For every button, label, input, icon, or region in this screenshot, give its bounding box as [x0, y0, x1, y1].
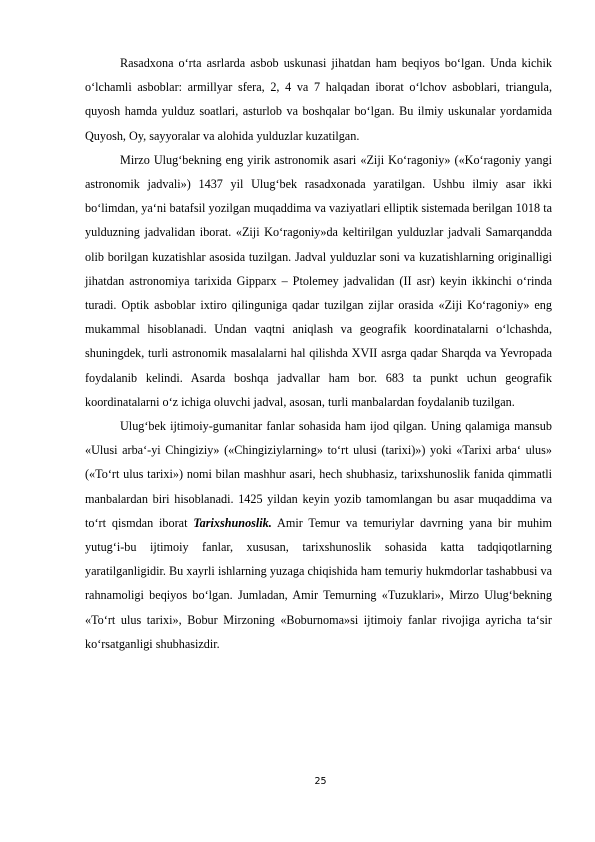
paragraph-observatory-instruments: Rasadxona o‘rta asrlarda asbob uskunasi jihatdan ham beqiyos bo‘lgan. Unda kichik o‘lchamli asboblar: armillyar sfera, 2, 4 va 7 halqadan iborat o‘lchov asboblari, triangula, quyosh hamda yulduz soatlari, asturlob va boshqalar bo‘lgan. Bu ilmiy uskunalar yordamida Quyosh, Oy, sayyoralar va alohida yulduzlar kuzatilgan. [85, 56, 552, 143]
paragraph-text-after: Amir Temur va temuriylar davrning yana bir muhim yutug‘i-bu ijtimoiy fanlar, xususan, tarixshunoslik sohasida katta tadqiqotlarning yaratilganligidir. Bu xayrli ishlarning yuzaga chiqishida ham temuriy hukmdorlar tashabbusi va rahnamoligi beqiyos bo‘lgan. Jumladan, Amir Temurning «Tuzuklari», Mirzo Ulug‘bekning «To‘rt ulus tarixi», Bobur Mirzoning «Boburnoma»si ijtimoiy fanlar rivojiga ayricha ta‘sir ko‘rsatganligi shubhasizdir. [85, 515, 552, 651]
page-number: 25 [314, 776, 327, 787]
document-body [85, 51, 552, 656]
paragraph-text-before: Ulug‘bek ijtimoiy-gumanitar fanlar sohasida ham ijod qilgan. Uning qalamiga mansub «Ulusi arba‘-yi Chingiziy» («Chingiziylarning» to‘rt ulusi (tarixi)») yoki «Tarixi arba‘ ulus» («To‘rt ulus tarixi») nomi bilan mashhur asari, hech shubhasiz, tarixshunoslik fanida qimmatli manbalardan biri hisoblanadi. 1425 yildan keyin yozib tamomlangan bu asar muqaddima va to‘rt qismdan iborat [85, 419, 552, 530]
term-tarixshunoslik: Tarixshunoslik. [193, 515, 272, 530]
paragraph-ziji-koragoniy: Mirzo Ulug‘bekning eng yirik astronomik asari «Ziji Ko‘ragoniy» («Ko‘ragoniy yangi astronomik jadvali») 1437 yil Ulug‘bek rasadxonada yaratilgan. Ushbu ilmiy asar ikki bo‘limdan, ya‘ni batafsil yozilgan muqaddima va vaziyatlari elliptik sistemada berilgan 1018 ta yulduzning jadvalidan iborat. «Ziji Ko‘ragoniy»da keltirilgan yulduzlar jadvali Samarqandda olib borilgan kuzatishlar asosida tuzilgan. Jadval yulduzlar soni va kuzatishlarning originalligi jihatdan astronomiya tarixida Gipparx – Ptolemey jadvalidan (II asr) keyin ikkinchi o‘rinda turadi. Optik asboblar ixtiro qilinguniga qadar tuzilgan zijlar orasida «Ziji Ko‘ragoniy» eng mukammal hisoblanadi. Undan vaqtni aniqlash va geografik koordinatalarni o‘lchashda, shuningdek, turli astronomik masalalarni hal qilishda XVII asrga qadar Sharqda va Yevropada foydalanib kelindi. Asarda boshqa jadvallar ham bor. 683 ta punkt uchun geografik koordinatalarni o‘z ichiga oluvchi jadval, asosan, turli manbalardan foydalanib tuzilgan. [85, 152, 552, 409]
paragraph-historiography [85, 414, 552, 656]
